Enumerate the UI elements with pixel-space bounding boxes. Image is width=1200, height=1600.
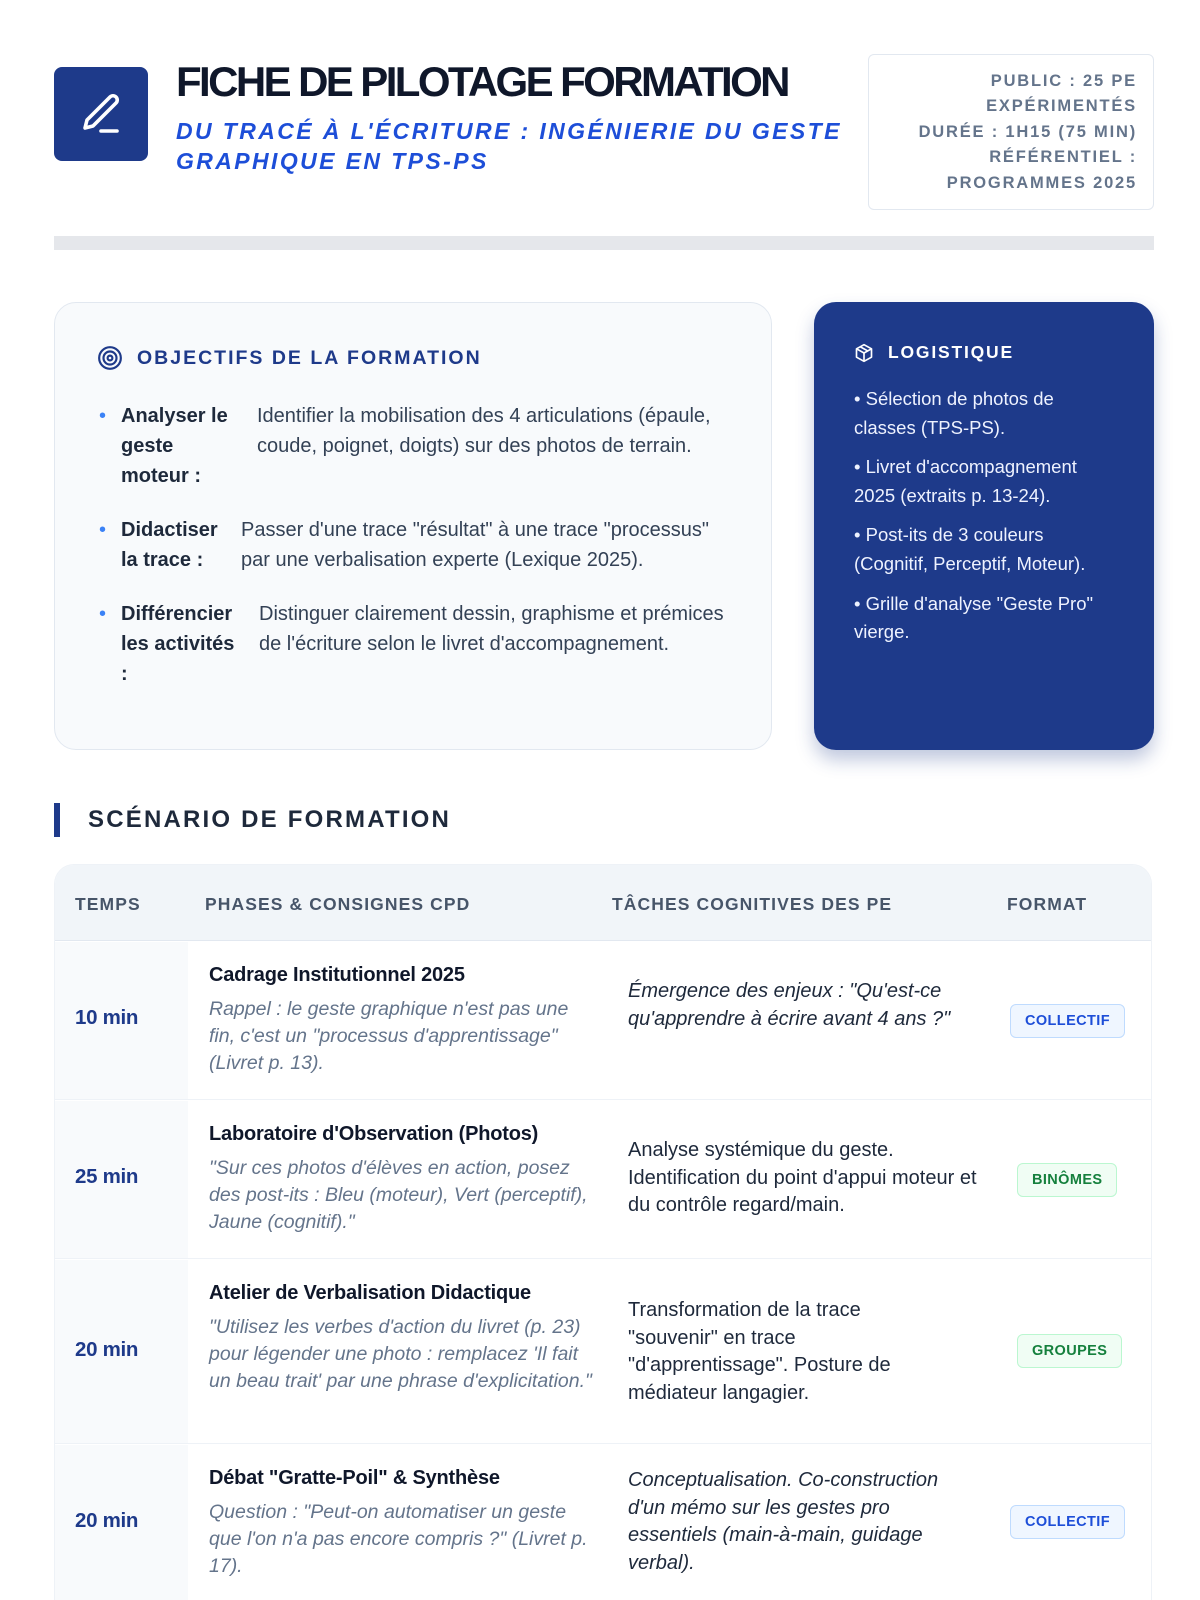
bullet: • — [99, 405, 107, 427]
header-divider — [54, 236, 1154, 250]
phase-title: Cadrage Institutionnel 2025 — [209, 964, 465, 986]
page-subtitle: DU TRACÉ À L'ÉCRITURE : INGÉNIERIE DU GESTE GRAPHIQUE EN TPS-PS — [176, 118, 842, 174]
column-header-format: FORMAT — [1007, 894, 1088, 914]
list-item: • Post-its de 3 couleurs (Cognitif, Perceptif, Moteur). — [854, 524, 1086, 574]
task-cell: Transformation de la trace "souvenir" en trace "d'apprentissage". Posture de médiateur langagier. — [628, 1299, 891, 1404]
objective-label: Analyser le geste moteur : — [121, 405, 228, 487]
box-icon — [854, 343, 874, 363]
meta-line: PUBLIC : 25 PE — [990, 72, 1137, 90]
table-header — [55, 865, 1152, 941]
logistics-heading — [854, 342, 1114, 363]
time-cell: 20 min — [75, 1338, 139, 1361]
meta-box — [868, 54, 1154, 210]
objective-label: Didactiser la trace : — [121, 519, 218, 571]
bullet: • — [99, 519, 107, 541]
phase-instruction: Question : "Peut-on automatiser un geste que l'on n'a pas encore compris ?" (Livret p. 17). — [209, 1501, 588, 1577]
meta-line: PROGRAMMES 2025 — [946, 173, 1137, 192]
scenario-table — [54, 864, 1152, 1600]
logo — [54, 67, 148, 161]
objective-desc: Identifier la mobilisation des 4 articulations (épaule, coude, poignet, doigts) sur des photos de terrain. — [257, 405, 711, 457]
task-cell: Conceptualisation. Co-construction d'un mémo sur les gestes pro essentiels (main-à-main, guidage verbal). — [628, 1469, 939, 1574]
task-cell: Analyse systémique du geste. Identification du point d'appui moteur et du contrôle regard/main. — [628, 1139, 977, 1216]
meta-line: EXPÉRIMENTÉS — [986, 97, 1137, 116]
phase-cell — [209, 1121, 599, 1236]
phase-cell — [209, 1465, 599, 1580]
phase-title: Laboratoire d'Observation (Photos) — [209, 1123, 539, 1145]
list-item — [97, 515, 737, 575]
table-row — [55, 1445, 1152, 1600]
objective-desc: Distinguer clairement dessin, graphisme et prémices de l'écriture selon le livret d'accompagnement. — [259, 603, 724, 655]
column-header-time: TEMPS — [75, 894, 141, 914]
format-badge: GROUPES — [1017, 1334, 1122, 1368]
accent-bar — [54, 803, 60, 837]
list-item: • Livret d'accompagnement 2025 (extraits p. 13-24). — [854, 456, 1077, 506]
phase-cell — [209, 962, 599, 1077]
format-badge: COLLECTIF — [1010, 1505, 1125, 1539]
logistics-heading-label: LOGISTIQUE — [888, 342, 1014, 362]
scenario-heading-label: SCÉNARIO DE FORMATION — [88, 806, 452, 833]
list-item: • Sélection de photos de classes (TPS-PS). — [854, 388, 1054, 438]
pencil-icon — [77, 90, 125, 138]
logistics-card — [814, 302, 1154, 750]
objective-desc: Passer d'une trace "résultat" à une trace "processus" par une verbalisation experte (Lexique 2025). — [241, 519, 710, 571]
table-row — [55, 1101, 1152, 1259]
phase-title: Atelier de Verbalisation Didactique — [209, 1282, 531, 1304]
list-item: • Grille d'analyse "Geste Pro" vierge. — [854, 592, 1094, 643]
meta-line: RÉFÉRENTIEL : — [989, 148, 1137, 167]
phase-instruction: Rappel : le geste graphique n'est pas une fin, c'est un "processus d'apprentissage" (Livret p. 13). — [209, 998, 569, 1074]
phase-instruction: "Utilisez les verbes d'action du livret (p. 23) pour légender une photo : remplacez 'Il fait un beau trait' par une phrase d'explicitation." — [209, 1316, 592, 1392]
time-cell: 20 min — [75, 1509, 139, 1532]
list-item — [97, 401, 737, 491]
objectives-heading-label: OBJECTIFS DE LA FORMATION — [137, 346, 482, 369]
phase-title: Débat "Gratte-Poil" & Synthèse — [209, 1467, 500, 1489]
scenario-heading — [54, 803, 451, 837]
phase-instruction: "Sur ces photos d'élèves en action, posez des post-its : Bleu (moteur), Vert (perceptif), Jaune (cognitif)." — [209, 1157, 588, 1233]
table-row — [55, 1260, 1152, 1444]
format-badge: BINÔMES — [1017, 1163, 1117, 1197]
objectives-list — [97, 401, 737, 713]
time-cell: 10 min — [75, 1006, 139, 1029]
time-cell: 25 min — [75, 1165, 139, 1188]
task-cell: Émergence des enjeux : "Qu'est-ce qu'apprendre à écrire avant 4 ans ?" — [628, 980, 951, 1030]
meta-line: DURÉE : 1H15 (75 MIN) — [918, 122, 1137, 141]
page-title: FICHE DE PILOTAGE FORMATION — [176, 58, 788, 105]
phase-cell — [209, 1280, 599, 1395]
objective-label: Différencier les activités : — [121, 603, 235, 685]
bullet: • — [99, 603, 107, 625]
objectives-heading — [97, 345, 482, 371]
list-item — [97, 599, 737, 689]
format-badge: COLLECTIF — [1010, 1004, 1125, 1038]
column-header-phases: PHASES & CONSIGNES CPD — [205, 894, 471, 914]
table-row — [55, 942, 1152, 1100]
column-header-tasks: TÂCHES COGNITIVES DES PE — [612, 894, 893, 914]
objectives-card — [54, 302, 772, 750]
target-icon — [97, 345, 123, 371]
page-header — [54, 54, 1154, 210]
